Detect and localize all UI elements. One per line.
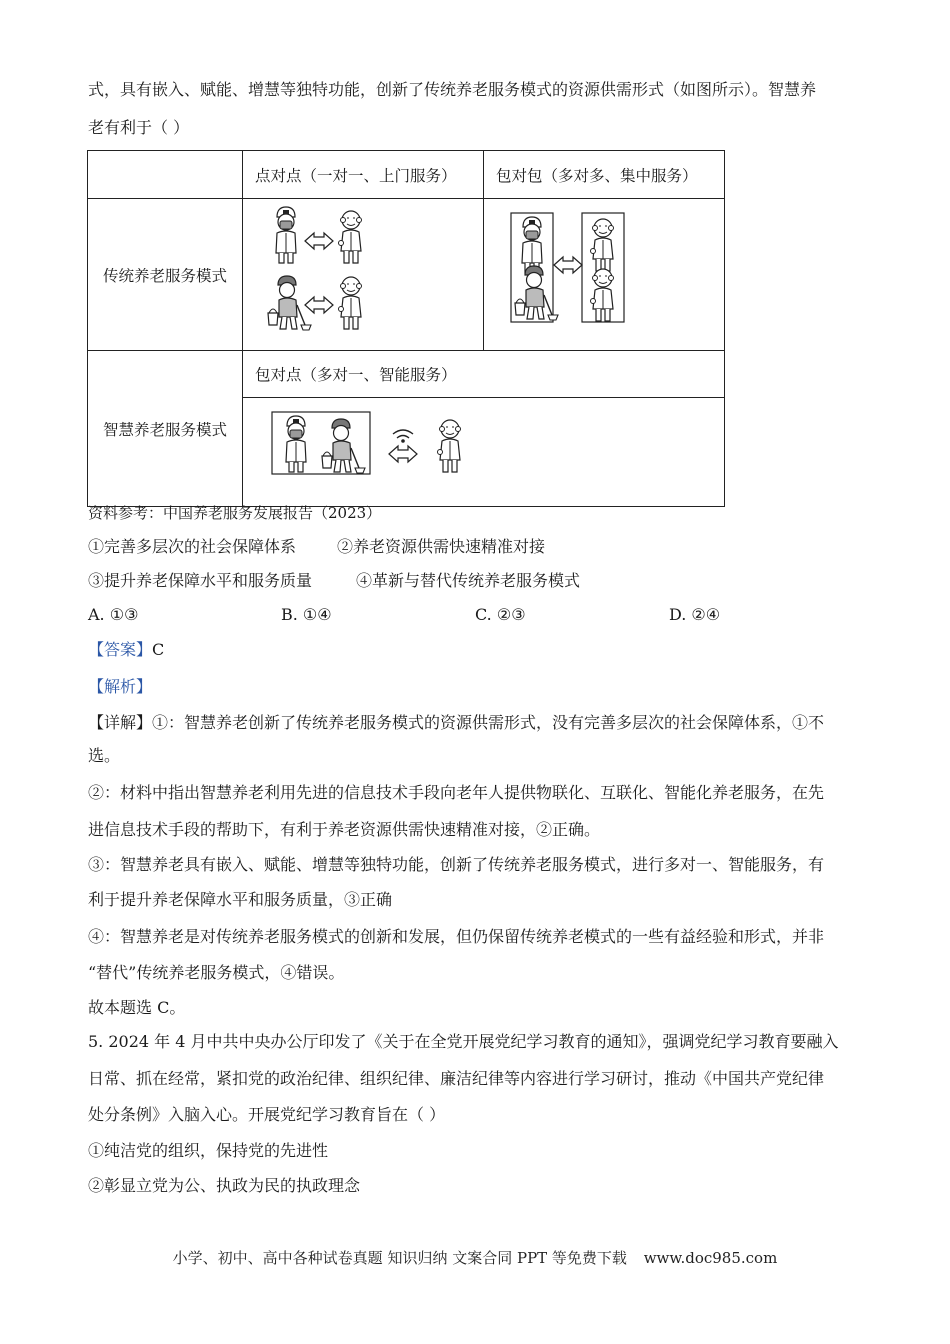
caregiver-icon — [515, 266, 558, 320]
answer-value: C — [152, 640, 165, 659]
package-to-point-header: 包对点（多对一、智能服务） — [243, 351, 725, 398]
detail-p2-line-1: ②：材料中指出智慧养老利用先进的信息技术手段向老年人提供物联化、互联化、智能化养老服务，在先 — [88, 783, 825, 802]
traditional-mode-label: 传统养老服务模式 — [88, 199, 243, 351]
detail-p1-line-2: 选。 — [88, 746, 121, 765]
caregiver-icon — [268, 276, 311, 330]
detail-label: 【详解】 — [88, 713, 153, 732]
elderly-person-icon — [339, 277, 362, 329]
service-mode-table — [87, 150, 725, 507]
point-to-point-illustration — [243, 199, 484, 351]
point-to-point-header: 点对点（一对一、上门服务） — [243, 151, 484, 199]
detail-p2-line-2: 进信息技术手段的帮助下，有利于养老资源供需快速精准对接，②正确。 — [88, 820, 601, 839]
answer-label: 【答案】 — [88, 640, 153, 659]
double-arrow-icon — [305, 297, 333, 313]
wifi-icon — [393, 430, 413, 443]
footer-url[interactable]: www.doc985.com — [643, 1249, 778, 1267]
detail-p3-line-2: 利于提升养老保障水平和服务质量，③正确 — [88, 890, 393, 909]
option-b: B. ①④ — [281, 605, 332, 624]
statement-4: ④革新与替代传统养老服务模式 — [356, 571, 581, 590]
detail-p3-line-1: ③：智慧养老具有嵌入、赋能、增慧等独特功能，创新了传统养老服务模式，进行多对一、智能服务，有 — [88, 855, 825, 874]
question-5-option-1: ①纯洁党的组织，保持党的先进性 — [88, 1141, 329, 1160]
double-arrow-icon — [389, 446, 417, 462]
package-to-point-illustration — [243, 398, 725, 507]
package-to-package-header: 包对包（多对多、集中服务） — [484, 151, 725, 199]
question-5-line-2: 日常、抓在经常，紧扣党的政治纪律、组织纪律、廉洁纪律等内容进行学习研讨，推动《中国共产党纪律 — [88, 1069, 825, 1088]
double-arrow-icon — [305, 233, 333, 249]
source-note: 资料参考：中国养老服务发展报告（2023） — [88, 504, 382, 522]
footer-text: 小学、初中、高中各种试卷真题 知识归纳 文案合同 PPT 等免费下载 — [172, 1249, 627, 1267]
package-to-package-illustration — [484, 199, 725, 351]
intro-line-2: 老有利于（ ） — [88, 118, 190, 137]
package-to-point-figure — [243, 398, 723, 502]
detail-p4-line-2: “替代”传统养老服务模式，④错误。 — [88, 963, 345, 982]
caregiver-icon — [322, 419, 365, 473]
statement-3: ③提升养老保障水平和服务质量 — [88, 571, 313, 590]
detail-conclusion: 故本题选 C。 — [88, 998, 186, 1017]
doctor-icon — [276, 207, 296, 263]
answer-line — [88, 640, 164, 660]
option-c: C. ②③ — [475, 605, 526, 624]
smart-mode-label: 智慧养老服务模式 — [88, 351, 243, 507]
detail-p4-line-1: ④：智慧养老是对传统养老服务模式的创新和发展，但仍保留传统养老模式的一些有益经验和形式，并非 — [88, 927, 825, 946]
option-d: D. ②④ — [669, 605, 721, 624]
intro-line-1: 式，具有嵌入、赋能、增慧等独特功能，创新了传统养老服务模式的资源供需形式（如图所示）。智慧养 — [88, 80, 817, 99]
detail-paragraph-1 — [88, 713, 824, 733]
package-to-package-figure — [484, 199, 724, 346]
question-5-line-3: 处分条例》入脑入心。开展党纪学习教育旨在（ ） — [88, 1105, 446, 1124]
elderly-person-icon — [591, 219, 614, 271]
table-corner-cell — [88, 151, 243, 199]
elderly-person-icon — [591, 269, 614, 321]
doctor-icon — [522, 217, 542, 273]
question-5-option-2: ②彰显立党为公、执政为民的执政理念 — [88, 1176, 361, 1195]
option-a: A. ①③ — [88, 605, 139, 624]
statement-2: ②养老资源供需快速精准对接 — [337, 537, 546, 556]
elderly-person-icon — [339, 211, 362, 263]
point-to-point-figure — [243, 199, 483, 346]
page-footer — [0, 1247, 950, 1268]
analysis-label: 【解析】 — [88, 677, 153, 696]
detail-p1-line-1: ①：智慧养老创新了传统养老服务模式的资源供需形式，没有完善多层次的社会保障体系，①不 — [152, 713, 825, 732]
doctor-icon — [286, 416, 306, 472]
elderly-person-icon — [438, 420, 461, 472]
double-arrow-icon — [554, 257, 582, 273]
statement-1: ①完善多层次的社会保障体系 — [88, 537, 297, 556]
question-5-line-1: 5. 2024 年 4 月中共中央办公厅印发了《关于在全党开展党纪学习教育的通知》，强调党纪学习教育要融入 — [88, 1032, 839, 1051]
